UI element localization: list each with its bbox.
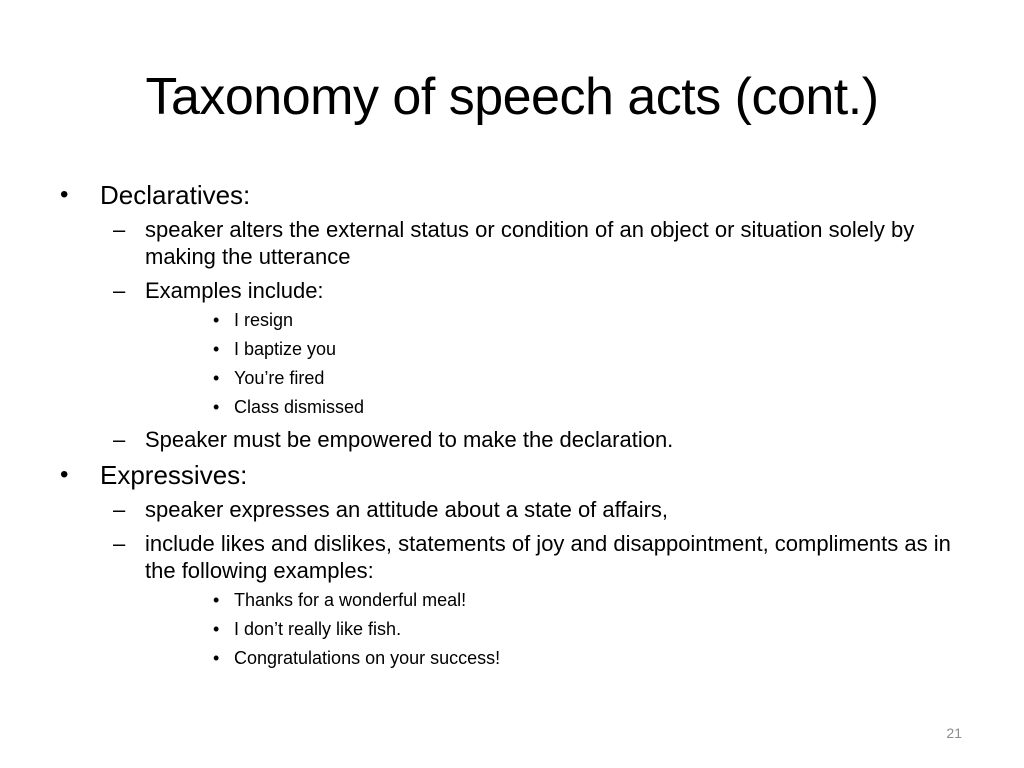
example-item	[190, 588, 978, 612]
sub-bullet-label: Speaker must be empowered to make the declaration.	[145, 427, 674, 452]
sub-bullet-label: speaker expresses an attitude about a state of affairs,	[145, 497, 669, 522]
example-list	[190, 308, 978, 419]
bullet-dot-icon: •	[213, 648, 220, 668]
bullet-dot-icon: •	[213, 590, 220, 610]
page-number: 21	[946, 725, 962, 741]
example-item	[190, 308, 978, 332]
example-label: Thanks for a wonderful meal!	[234, 590, 467, 610]
dash-icon: –	[113, 531, 126, 556]
bullet-dot-icon: •	[60, 181, 69, 208]
sub-bullet-label: Examples include:	[145, 278, 324, 303]
example-label: I resign	[234, 310, 294, 330]
example-item	[190, 366, 978, 390]
slide-title: Taxonomy of speech acts (cont.)	[145, 68, 879, 126]
sub-bullet-label: include likes and dislikes, statements of joy and disappointment, compliments as in the following examples:	[145, 531, 951, 583]
example-item	[190, 395, 978, 419]
sub-bullet-list	[100, 496, 978, 670]
bullet-dot-icon: •	[213, 397, 220, 417]
sub-bullet	[100, 277, 978, 419]
dash-icon: –	[113, 497, 126, 522]
slide-content	[58, 180, 978, 677]
bullet-dot-icon: •	[213, 619, 220, 639]
bullet-label: Expressives:	[100, 460, 248, 490]
sub-bullet	[100, 216, 978, 270]
bullet-dot-icon: •	[213, 339, 220, 359]
sub-bullet-list	[100, 216, 978, 453]
sub-bullet	[100, 530, 978, 670]
example-label: Congratulations on your success!	[234, 648, 501, 668]
bullet-dot-icon: •	[213, 368, 220, 388]
example-label: I baptize you	[234, 339, 337, 359]
bullet-dot-icon: •	[60, 461, 69, 488]
bullet-declaratives	[58, 180, 978, 453]
dash-icon: –	[113, 217, 126, 242]
sub-bullet	[100, 426, 978, 453]
bullet-expressives	[58, 460, 978, 670]
dash-icon: –	[113, 427, 126, 452]
sub-bullet	[100, 496, 978, 523]
example-label: You’re fired	[234, 368, 325, 388]
bullet-list	[58, 180, 978, 670]
example-item	[190, 337, 978, 361]
example-item	[190, 646, 978, 670]
sub-bullet-label: speaker alters the external status or condition of an object or situation solely by making the utterance	[145, 217, 915, 269]
example-label: I don’t really like fish.	[234, 619, 402, 639]
bullet-dot-icon: •	[213, 310, 220, 330]
bullet-label: Declaratives:	[100, 180, 251, 210]
dash-icon: –	[113, 278, 126, 303]
example-label: Class dismissed	[234, 397, 365, 417]
example-item	[190, 617, 978, 641]
example-list	[190, 588, 978, 670]
